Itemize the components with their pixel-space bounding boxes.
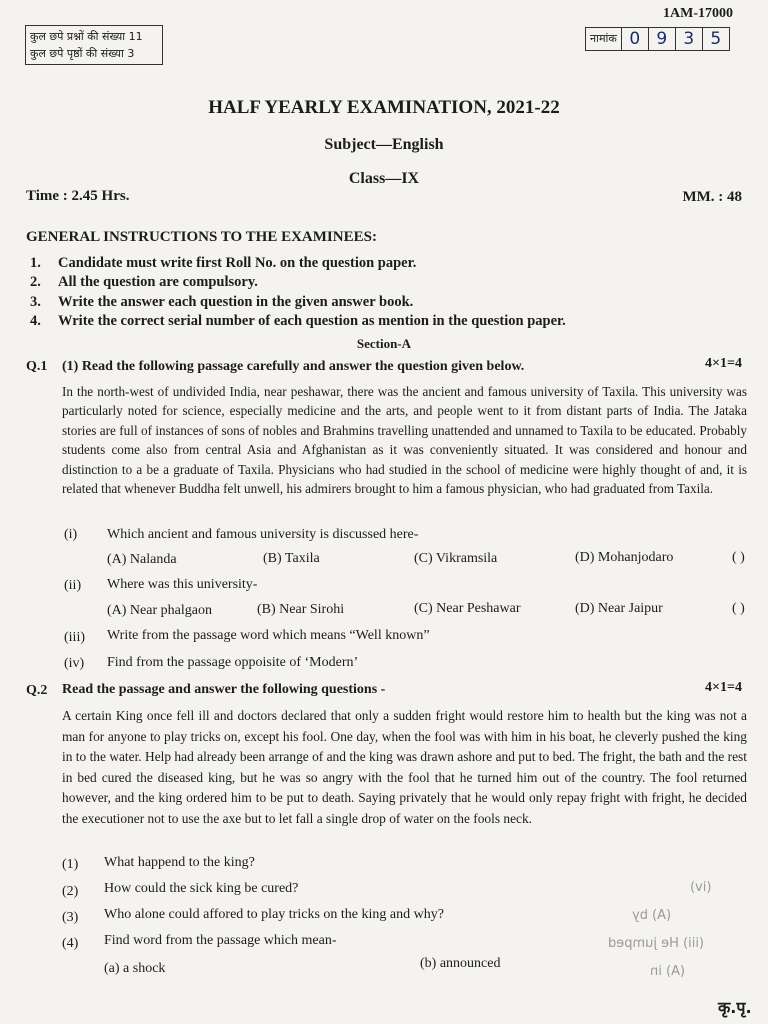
q2-question-text: Who alone could affored to play tricks on the king and why? <box>104 907 444 922</box>
q2-question-number: (3) <box>62 910 79 925</box>
instruction-text: Write the correct serial number of each question as mention in the question paper. <box>58 313 566 329</box>
option-c: (C) Vikramsila <box>414 551 498 566</box>
roll-number-box[interactable] <box>585 27 730 51</box>
instruction-item <box>30 313 566 330</box>
q2-question-text: What happend to the king? <box>104 855 255 870</box>
bleed-through-text: (iv) <box>690 880 712 895</box>
time-allowed: Time : 2.45 Hrs. <box>26 188 130 204</box>
option-d: (D) Near Jaipur <box>575 601 663 616</box>
q1-question-text: Write from the passage word which means “Well known” <box>107 628 430 643</box>
option-c: (C) Near Peshawar <box>414 601 521 616</box>
bleed-through-text: (iii) He jumped <box>608 936 705 951</box>
q2-passage: A certain King once fell ill and doctors declared that only a sudden fright would restore him to health but the king was not a man for anyone to play tricks on, except his fool. One day, when the fool was with him in his boat, he cleverly pushed the king in to the water. Help had already been arrange of and the king was drawn ashore and put to bed. The fright, the bath and the rest in bed cured the diseased king, but he was so angry with the fool that he turned him out of the country. The fool returned however, and the king ordered him to be put to death. Saying privately that he would only repay fright with fright, he decided the executioner not to use the axe but to let fall a single drop of water on the fools neck. <box>62 708 747 826</box>
q1-question-text: Where was this university- <box>107 577 258 592</box>
q1-question-number: (iii) <box>64 630 85 645</box>
answer-blank[interactable]: ( ) <box>732 601 745 616</box>
section-heading: Section-A <box>356 336 412 351</box>
q1-number: Q.1 <box>26 359 48 374</box>
q1-marks: 4×1=4 <box>705 356 742 371</box>
instruction-item <box>30 255 416 272</box>
option-d: (D) Mohanjodaro <box>575 550 674 565</box>
roll-digit: 9 <box>649 28 676 50</box>
q1-question-text: Which ancient and famous university is discussed here- <box>107 527 419 542</box>
answer-blank[interactable]: ( ) <box>732 550 745 565</box>
q1-question-number: (ii) <box>64 578 82 593</box>
page-turn-mark: कृ.पृ. <box>718 998 752 1017</box>
roll-label: नामांक <box>586 28 622 50</box>
q2-sub-a: (a) a shock <box>104 961 166 976</box>
q1-question-number: (iv) <box>64 656 85 671</box>
roll-digit: 5 <box>710 29 722 49</box>
option-b: (B) Near Sirohi <box>257 602 345 617</box>
pages-count-text: कुल छपे पृष्ठों की संख्या 3 <box>30 47 135 60</box>
q2-question-number: (1) <box>62 857 79 872</box>
option-a: (A) Near phalgaon <box>107 603 212 618</box>
option-a: (A) Nalanda <box>107 552 177 567</box>
instruction-item <box>30 274 258 291</box>
q2-question-text: Find word from the passage which mean- <box>104 933 337 948</box>
instruction-text: Write the answer each question in the given answer book. <box>58 294 414 310</box>
max-marks: MM. : 48 <box>682 189 742 205</box>
paper-code: 1AM-17000 <box>663 6 733 21</box>
q2-heading: Read the passage and answer the following questions - <box>62 682 386 697</box>
q2-question-number: (4) <box>62 936 79 951</box>
class-line: Class—IX <box>348 170 420 187</box>
instruction-text: All the question are compulsory. <box>58 274 258 290</box>
q1-passage: In the north-west of undivided India, near peshawar, there was the ancient and famous university of Taxila. This university was particularly noted for science, especially medicine and the arts, and people went to it from distant parts of India. The Jataka stories are full of instances of sons of nobles and Brahmins travelling unattended and unnamed to Taxila to be educated. Probably students come also from central Asia and Afghanistan as it was conveniently situated. It was considered and honour and distinction to a be a graduate of Taxila. Physicians who had studied in the school of medicine were highly thought of and, it is related that whenever Buddha felt unwell, his admirers brought to him a famous physician, who had graduated from Taxila. <box>62 384 747 497</box>
bleed-through-text: (A) by <box>632 908 672 923</box>
instructions-heading: GENERAL INSTRUCTIONS TO THE EXAMINEES: <box>26 229 377 245</box>
instruction-item <box>30 294 413 311</box>
option-b: (B) Taxila <box>263 551 320 566</box>
instruction-number: 4. <box>30 313 41 329</box>
roll-digit: 0 <box>622 28 649 50</box>
q2-number: Q.2 <box>26 683 48 698</box>
roll-digit: 3 <box>676 28 703 50</box>
instruction-text: Candidate must write first Roll No. on the question paper. <box>58 255 417 271</box>
questions-count-text: कुल छपे प्रश्नों की संख्या 11 <box>30 30 143 43</box>
q1-question-number: (i) <box>64 527 78 542</box>
q2-question-number: (2) <box>62 884 79 899</box>
printed-count-box <box>25 25 163 65</box>
instruction-number: 2. <box>30 274 41 290</box>
bleed-through-text: (A) in <box>650 964 686 979</box>
q1-heading: (1) Read the following passage carefully and answer the question given below. <box>62 359 525 374</box>
q2-sub-b: (b) announced <box>420 956 501 971</box>
q2-marks: 4×1=4 <box>705 680 742 695</box>
instruction-number: 3. <box>30 294 41 310</box>
instruction-number: 1. <box>30 255 41 271</box>
q2-question-text: How could the sick king be cured? <box>104 881 299 896</box>
subject-line: Subject—English <box>324 136 444 153</box>
q1-question-text: Find from the passage oppoisite of ‘Modern’ <box>107 655 359 670</box>
exam-title: HALF YEARLY EXAMINATION, 2021-22 <box>208 97 560 118</box>
